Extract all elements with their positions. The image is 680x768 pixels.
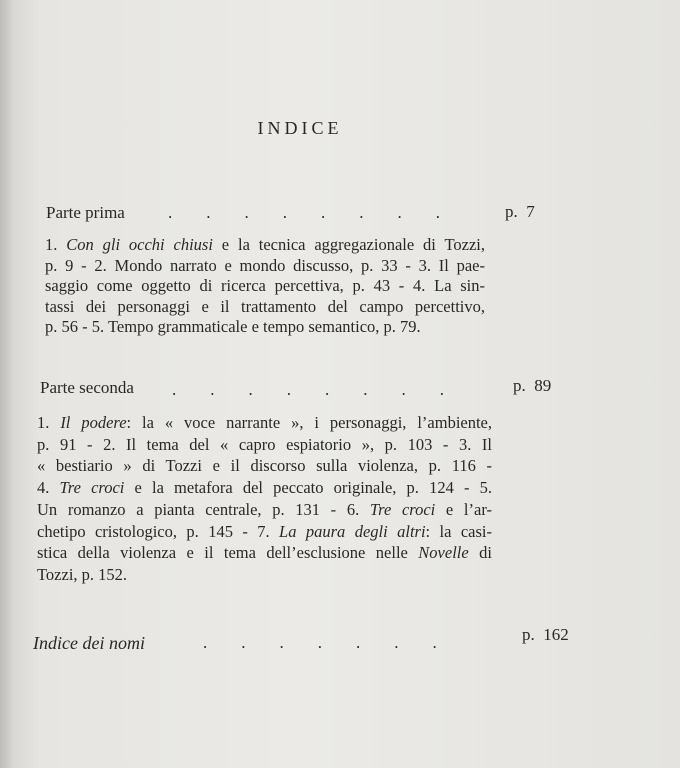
toc-entry-line [45,275,485,297]
italic-title-text: Tre croci [59,478,125,498]
entry-text: stica della violenza e il tema dell’esclusione nelle [37,543,419,563]
part-page-number: p. 7 [505,202,535,221]
italic-title-text: Il podere [60,413,127,432]
toc-entry-line [45,234,485,256]
entry-text: e la metafora del peccato originale, p. 124 - 5. [124,478,492,498]
toc-entry-line [37,434,492,456]
italic-title-text: La paura degli altri [279,521,426,541]
italic-title-text: Tre croci [369,499,436,519]
italic-title-text: Con gli occhi chiusi [66,235,213,254]
index-names-heading: Indice dei nomi [33,633,145,653]
page-title: INDICE [257,118,343,138]
entry-text: : la casi- [425,521,493,541]
leader-dots: . . . . . . . . [168,203,440,222]
toc-entry-line [45,296,485,318]
part-page-number: p. 89 [513,376,552,395]
entry-text: e l’ar- [435,499,492,519]
entry-text: p. 91 - 2. Il tema del « capro espiatorio », p. 103 - 3. Il [37,434,492,454]
part-heading: Parte seconda [40,378,134,397]
entry-text: p. 56 - 5. Tempo grammaticale e tempo semantico, p. 79. [45,317,421,336]
entry-text: : la « voce narrante », i personaggi, l’ambiente, [126,413,493,432]
leader-dots: . . . . . . . . [172,380,444,399]
index-names-page-number: p. 162 [522,625,569,644]
toc-entry-line [37,412,492,434]
entry-text: chetipo cristologico, p. 145 - 7. [37,521,280,541]
toc-entry-line [37,521,492,543]
part-heading: Parte prima [46,203,125,222]
entry-text: Tozzi, p. 152. [37,564,128,584]
entry-text: 4. [37,478,60,498]
toc-entry-line [45,316,485,338]
toc-entry-line [37,564,492,586]
entry-text: di [468,543,492,563]
leader-dots: . . . . . . . [203,633,437,652]
entry-text: e la tecnica aggregazionale di Tozzi, [212,235,485,254]
entry-text: 1. [45,235,67,254]
toc-entry-line [37,542,492,564]
toc-entry-line [45,255,485,277]
toc-entry-line [37,477,492,499]
entry-text: p. 9 - 2. Mondo narrato e mondo discusso, p. 33 - 3. Il pae- [45,255,485,275]
entry-text: « bestiario » di Tozzi e il discorso sulla violenza, p. 116 - [37,456,492,476]
entry-text: tassi dei personaggi e il trattamento del campo percettivo, [45,296,485,316]
toc-entry-line [37,499,492,521]
entry-text: 1. [37,413,61,432]
toc-entry-line [37,455,492,477]
entry-text: saggio come oggetto di ricerca percettiva, p. 43 - 4. La sin- [45,276,485,295]
italic-title-text: Novelle [418,543,469,563]
entry-text: Un romanzo a pianta centrale, p. 131 - 6. [37,499,370,519]
